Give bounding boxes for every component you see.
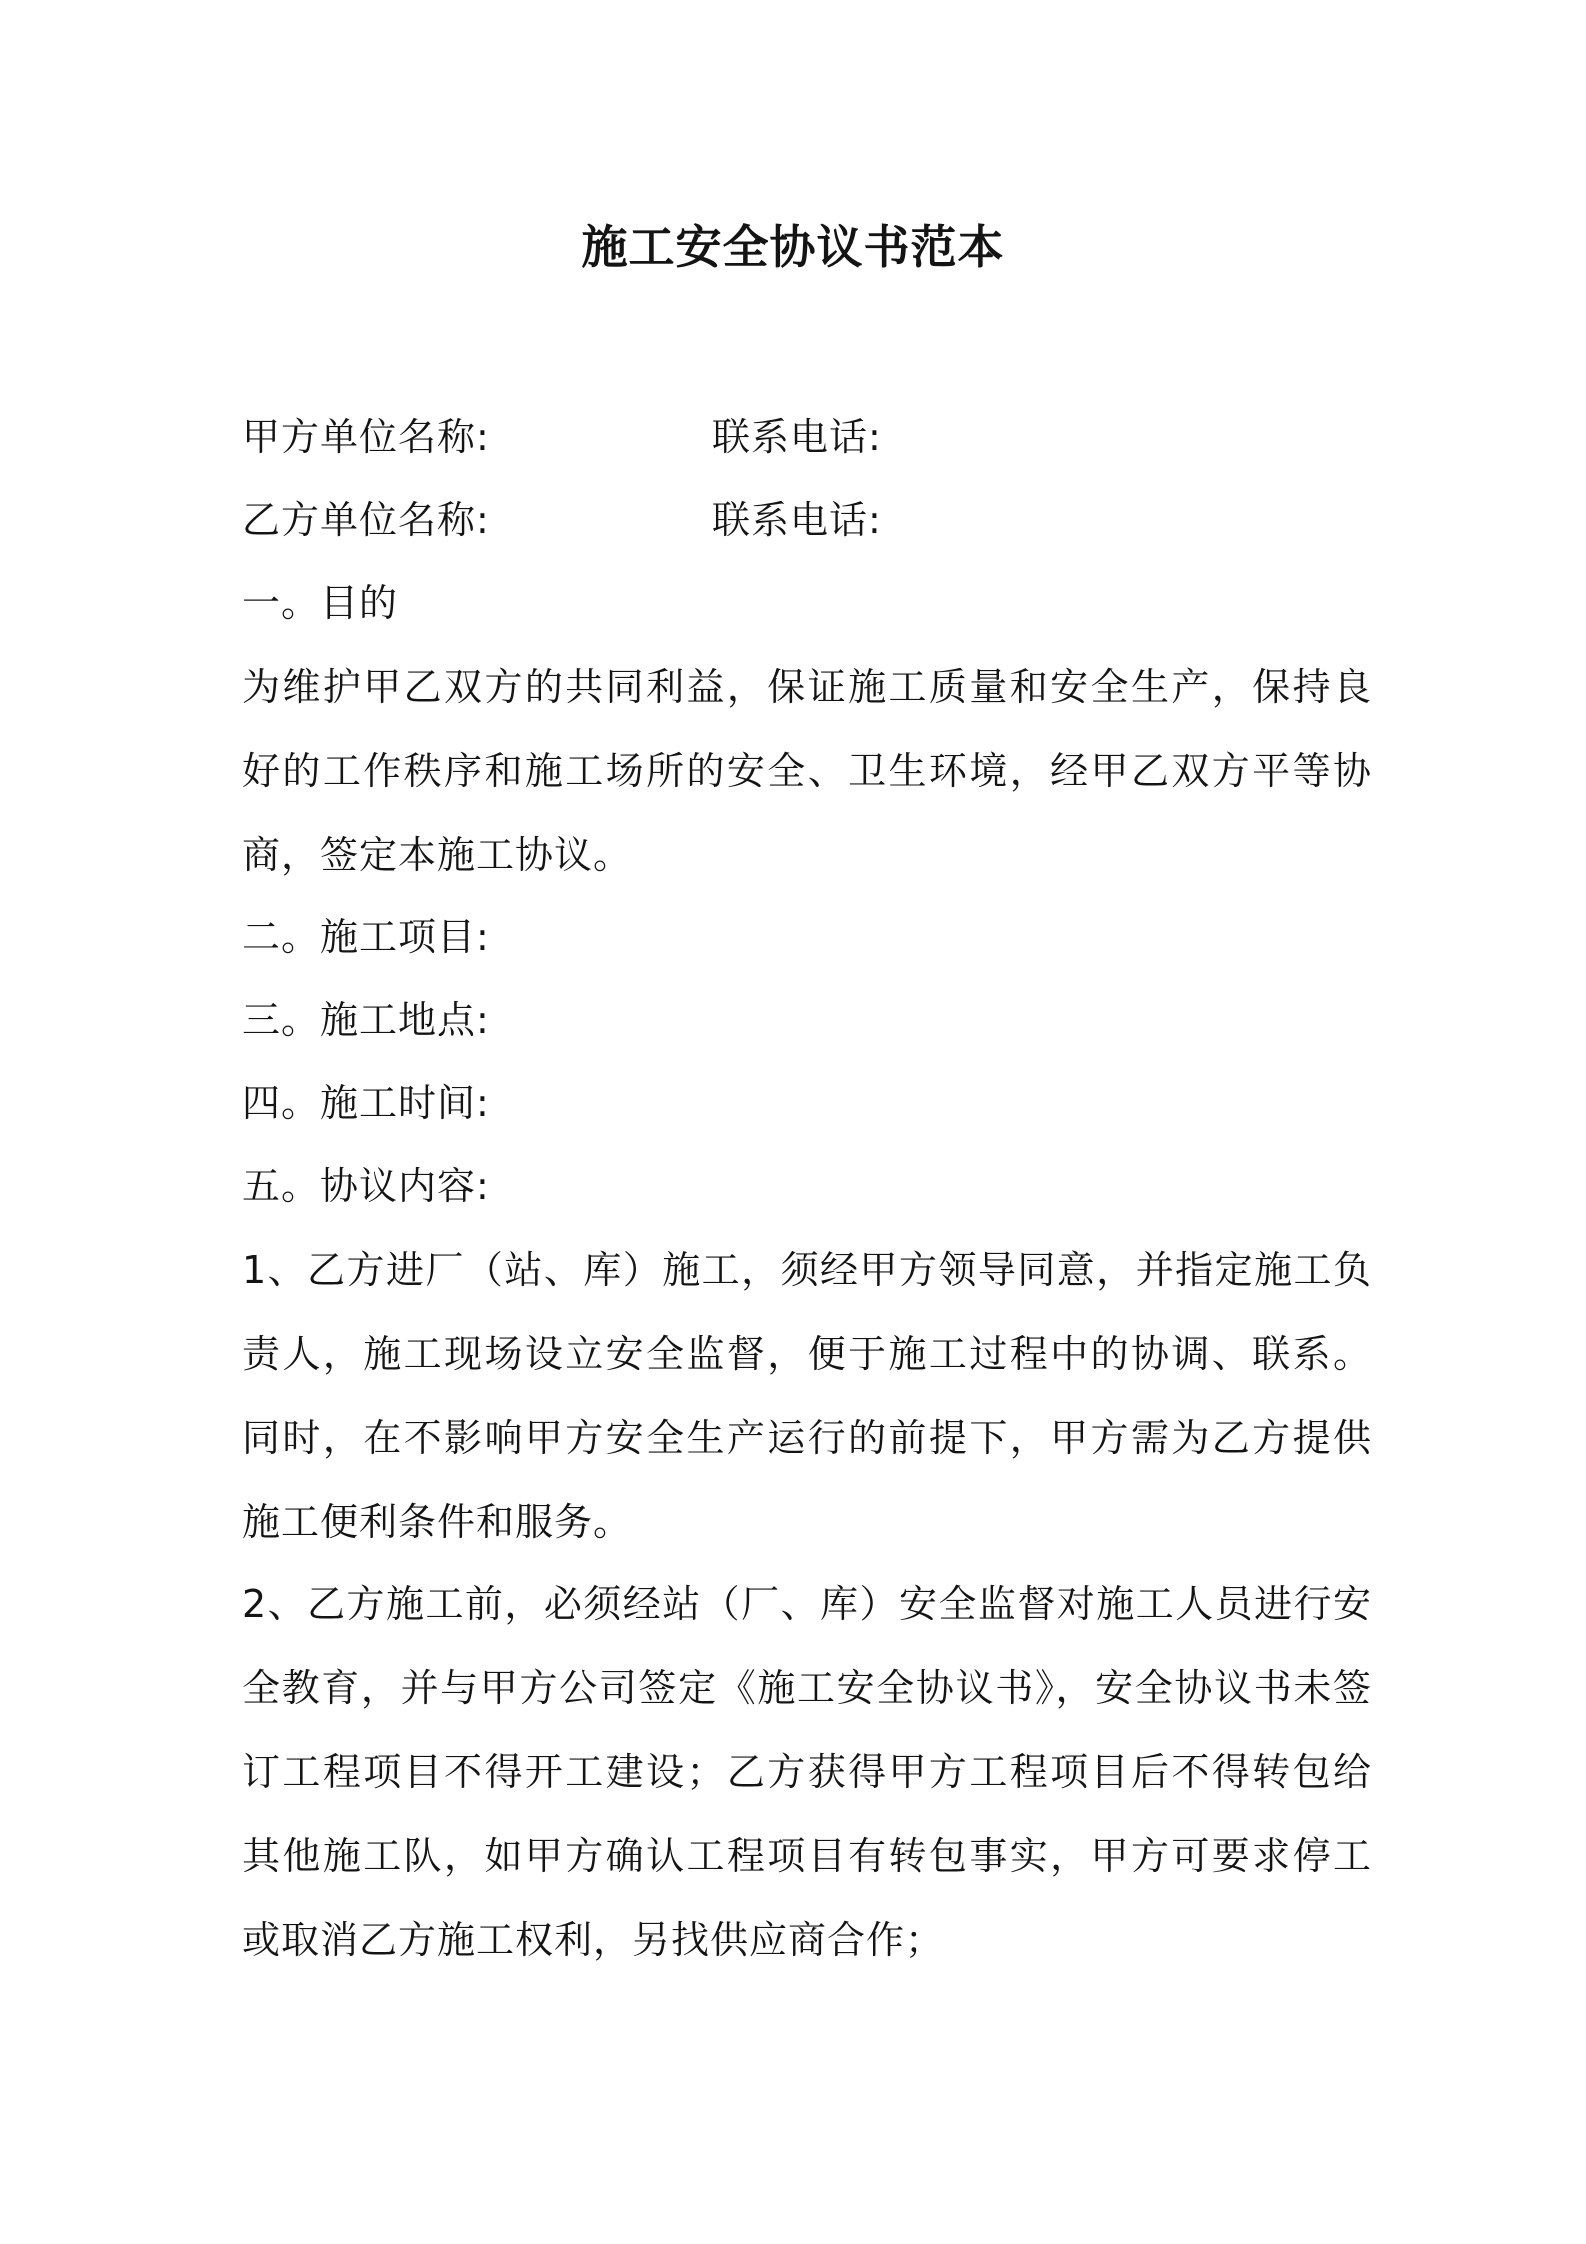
section-1-heading: 一。目的: [242, 581, 399, 625]
clause-2-text: 2、乙方施工前，必须经站（厂、库）安全监督对施工人员进行安全教育，并与甲方公司签定《施工安全协议书》，安全协议书未签订工程项目不得开工建设；乙方获得甲方工程项目后不得转包给其他施工队，如甲方确认工程项目有转包事实，甲方可要求停工或取消乙方施工权利，另找供应商合作；: [242, 1582, 1372, 1962]
section-4-heading: 四。施工时间:: [242, 1081, 490, 1125]
party-a-name-label: 甲方单位名称:: [242, 415, 490, 459]
section-3-heading: 三。施工地点:: [242, 998, 490, 1042]
document-title: 施工安全协议书范本: [581, 220, 1005, 274]
section-2-heading: 二。施工项目:: [242, 915, 490, 959]
party-b-name-label: 乙方单位名称:: [242, 498, 490, 542]
section-5-heading: 五。协议内容:: [242, 1164, 490, 1208]
party-b-phone-label: 联系电话:: [712, 498, 882, 542]
clause-1-paragraph: [242, 1228, 1372, 1564]
clause-1-text: 1、乙方进厂（站、库）施工，须经甲方领导同意，并指定施工负责人，施工现场设立安全监督，便于施工过程中的协调、联系。同时，在不影响甲方安全生产运行的前提下，甲方需为乙方提供施工便利条件和服务。: [242, 1248, 1372, 1544]
clause-2-paragraph: [242, 1562, 1372, 1982]
section-1-paragraph: [242, 645, 1372, 897]
party-a-phone-label: 联系电话:: [712, 415, 882, 459]
section-1-text: 为维护甲乙双方的共同利益，保证施工质量和安全生产，保持良好的工作秩序和施工场所的安全、卫生环境，经甲乙双方平等协商，签定本施工协议。: [242, 665, 1372, 877]
